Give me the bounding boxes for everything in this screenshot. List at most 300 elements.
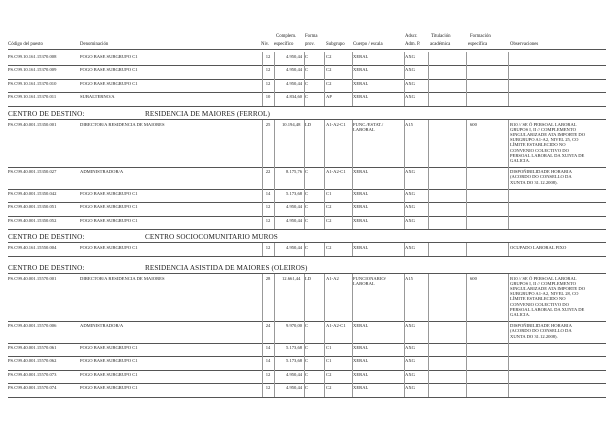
column-divider [324, 120, 325, 168]
post-observation-line: OCUPADO LABORAL FIXO [510, 244, 567, 250]
post-adscription: A15 [405, 121, 413, 127]
column-divider [508, 343, 509, 357]
post-code: PS.C99.10.161.15370.008 [8, 53, 57, 59]
post-complement: 4.834,60 [286, 94, 303, 99]
column-divider [466, 216, 467, 230]
column-divider [304, 92, 305, 106]
post-level: 14 [265, 190, 271, 196]
post-forma: C [305, 344, 309, 350]
post-code: PS.C99.10.161.15370.010 [8, 80, 57, 86]
column-divider [324, 370, 325, 384]
column-divider [324, 274, 325, 322]
column-divider [324, 167, 325, 189]
post-forma: C [305, 323, 309, 329]
column-divider [262, 79, 263, 93]
post-code: PS.C99.10.161.15370.011 [8, 94, 57, 99]
post-observation-line: B10 // SE Ó PERSOAL LABORAL [510, 121, 577, 127]
column-divider [428, 202, 429, 216]
post-body-scale: XERAL [353, 67, 369, 72]
post-code: PS.C99.40.001.15350.027 [8, 169, 57, 175]
column-divider [428, 189, 429, 203]
column-divider [324, 321, 325, 343]
post-denomination: FOGO BASE SUBGRUPO C1 [80, 371, 138, 377]
post-adscription: AXG [405, 385, 415, 391]
column-divider [324, 202, 325, 216]
post-adscription: AXG [405, 204, 415, 210]
header-denomination: Denominación [80, 42, 109, 47]
post-adscription: AXG [405, 323, 415, 329]
column-divider [262, 356, 263, 370]
post-level: 25 [265, 121, 271, 127]
row-rule [8, 167, 606, 168]
post-complement: 5.173,68 [286, 344, 303, 350]
column-divider [274, 92, 275, 106]
row-rule [8, 92, 606, 93]
post-forma: C [305, 67, 309, 72]
column-divider [508, 370, 509, 384]
post-formacion: 600 [470, 121, 477, 127]
column-divider [274, 321, 275, 343]
column-divider [262, 370, 263, 384]
column-divider [352, 202, 353, 216]
post-observation-line: DISPOÑIBILIDADE HORARIA [510, 169, 572, 175]
post-body-scale: LABORAL [353, 280, 375, 286]
column-divider [274, 202, 275, 216]
post-observation-line: SINGULARIZADE ATA IMPORTE DO [510, 131, 586, 137]
post-denomination: FOGO BASE SUBGRUPO C1 [80, 244, 138, 250]
column-divider [466, 167, 467, 189]
column-divider [508, 79, 509, 93]
row-rule [8, 256, 606, 257]
column-divider [274, 370, 275, 384]
post-subgroup: A1-A2-C1 [326, 323, 346, 329]
column-divider [352, 274, 353, 322]
column-divider [428, 274, 429, 322]
post-level: 12 [265, 53, 271, 59]
post-complement: 4.950,44 [286, 244, 303, 250]
post-body-scale: XERAL [353, 358, 369, 364]
header-titulacion-bottom: académica [430, 42, 451, 47]
post-adscription: AXG [405, 344, 415, 350]
column-divider [274, 79, 275, 93]
center-rule [8, 119, 606, 120]
post-level: 14 [265, 344, 271, 350]
column-divider [428, 167, 429, 189]
header-forma-top: Forma [305, 34, 318, 39]
post-complement: 4.950,44 [286, 53, 303, 59]
post-body-scale: XERAL [353, 94, 369, 99]
post-complement: 8.175,76 [286, 169, 303, 175]
post-observation-line: PERSOAL LABORAL DA XUNTA DE [510, 306, 585, 312]
post-denomination: ADMINISTRADOR/A [80, 169, 124, 175]
column-divider [404, 79, 405, 93]
column-divider [428, 243, 429, 257]
post-denomination: FOGO BASE SUBGRUPO C1 [80, 80, 138, 86]
header-subgroup: Subgrupo [326, 42, 345, 47]
column-divider [274, 274, 275, 322]
post-adscription: AXG [405, 190, 415, 196]
post-complement: 12.661,44 [282, 275, 301, 281]
row-rule [8, 356, 606, 357]
post-observation-line: LÍMITE ESTABLECIDO NO [510, 142, 566, 148]
column-divider [304, 383, 305, 397]
post-code: PS.C99.40.001.15570.062 [8, 358, 57, 364]
row-rule [8, 321, 606, 322]
post-denomination: FOGO BASE SUBGRUPO C1 [80, 190, 138, 196]
column-divider [352, 52, 353, 66]
post-adscription: AXG [405, 94, 415, 99]
row-rule [8, 370, 606, 371]
column-divider [262, 52, 263, 66]
post-observation-line: SUBGRUPO A1-A2, NIVEL 28, CO [510, 291, 579, 297]
post-complement: 10.194,48 [282, 121, 301, 127]
post-denomination: FOGO BASE SUBGRUPO C1 [80, 53, 138, 59]
row-rule [8, 189, 606, 190]
column-divider [466, 79, 467, 93]
post-subgroup: C1 [326, 358, 332, 364]
post-denomination: FOGO BASE SUBGRUPO C1 [80, 344, 138, 350]
post-body-scale: LABORAL [353, 126, 375, 132]
column-divider [304, 216, 305, 230]
column-divider [262, 383, 263, 397]
column-divider [324, 79, 325, 93]
column-divider [352, 120, 353, 168]
post-level: 12 [265, 67, 271, 72]
column-divider [324, 383, 325, 397]
post-complement: 9.970,00 [286, 323, 303, 329]
post-observation-line: XUNTA DO 31.12.2008). [510, 179, 558, 185]
column-divider [274, 216, 275, 230]
column-divider [352, 79, 353, 93]
column-divider [404, 216, 405, 230]
header-formacion-top: Formación [470, 34, 491, 39]
column-divider [428, 65, 429, 79]
header-complement-bottom: específico [274, 42, 294, 47]
center-label: CENTRO DE DESTINO: [8, 233, 85, 241]
post-code: PS.C99.40.001.15570.073 [8, 371, 57, 377]
column-divider [262, 274, 263, 322]
post-observation-line: GALICIA. [510, 157, 531, 163]
post-forma: C [305, 217, 309, 223]
post-subgroup: C2 [326, 204, 332, 210]
column-divider [428, 79, 429, 93]
column-divider [274, 356, 275, 370]
post-forma: C [305, 169, 309, 175]
post-body-scale: XERAL [353, 371, 369, 377]
column-divider [324, 189, 325, 203]
post-body-scale: FUNCIONARIO/ [353, 275, 386, 281]
post-body-scale: XERAL [353, 80, 369, 86]
column-divider [466, 120, 467, 168]
post-adscription: AXG [405, 53, 415, 59]
column-divider [324, 343, 325, 357]
column-divider [404, 189, 405, 203]
post-forma: C [305, 190, 309, 196]
post-formacion: 600 [470, 275, 477, 281]
column-divider [352, 370, 353, 384]
column-divider [324, 92, 325, 106]
column-divider [274, 120, 275, 168]
column-divider [466, 189, 467, 203]
column-divider [304, 79, 305, 93]
column-divider [324, 216, 325, 230]
column-divider [404, 356, 405, 370]
column-divider [262, 65, 263, 79]
post-body-scale: FUNC./ESTAT./ [353, 121, 384, 127]
column-divider [508, 321, 509, 343]
column-divider [466, 370, 467, 384]
column-divider [262, 343, 263, 357]
post-subgroup: C1 [326, 344, 332, 350]
column-divider [508, 65, 509, 79]
post-adscription: AXG [405, 169, 415, 175]
post-subgroup: A1-A2 [326, 275, 339, 281]
post-observation-line: CONVENIO COLECTIVO DO [510, 147, 569, 153]
post-adscription: AXG [405, 80, 415, 86]
post-code: PS.C99.40.001.15350.042 [8, 190, 57, 196]
post-forma: C [305, 80, 309, 86]
column-divider [466, 52, 467, 66]
row-rule [8, 343, 606, 344]
post-observation-line: SINGULARIZADE ATA IMPORTE DO [510, 285, 586, 291]
post-forma: LD [305, 275, 312, 281]
row-rule [8, 229, 606, 230]
post-subgroup: A1-A2-C1 [326, 121, 346, 127]
post-observation-line: LÍMITE ESTABLECIDO NO [510, 296, 566, 302]
column-divider [428, 52, 429, 66]
column-divider [352, 216, 353, 230]
column-divider [262, 202, 263, 216]
column-divider [428, 383, 429, 397]
column-divider [466, 356, 467, 370]
post-complement: 4.950,44 [286, 204, 303, 210]
post-complement: 4.950,44 [286, 80, 303, 86]
column-divider [352, 189, 353, 203]
center-name: RESIDENCIA ASISTIDA DE MAIORES (OLEIROS) [145, 264, 308, 272]
post-observation-line: SUBGRUPO A1-A2, NIVEL 25, CO [510, 137, 579, 143]
column-divider [324, 356, 325, 370]
column-divider [304, 52, 305, 66]
post-body-scale: XERAL [353, 53, 369, 59]
column-divider [262, 216, 263, 230]
header-level: Niv. [261, 42, 270, 47]
column-divider [508, 189, 509, 203]
column-divider [404, 243, 405, 257]
post-body-scale: XERAL [353, 190, 369, 196]
post-code: PS.C99.40.161.15550.004 [8, 244, 57, 250]
post-body-scale: XERAL [353, 169, 369, 175]
post-forma: C [305, 94, 309, 99]
column-divider [304, 243, 305, 257]
column-divider [324, 65, 325, 79]
post-denomination: FOGO BASE SUBGRUPO C1 [80, 67, 138, 72]
center-label: CENTRO DE DESTINO: [8, 110, 85, 118]
header-formacion-bottom: específica [468, 42, 488, 47]
post-observation-line: GALICIA. [510, 311, 531, 317]
column-divider [428, 356, 429, 370]
column-divider [304, 343, 305, 357]
header-complement-top: Complem. [276, 34, 297, 39]
column-divider [428, 120, 429, 168]
post-level: 14 [265, 358, 271, 364]
post-denomination: SUBALTERNO/A [80, 94, 115, 99]
column-divider [304, 120, 305, 168]
column-divider [508, 120, 509, 168]
post-body-scale: XERAL [353, 217, 369, 223]
column-divider [508, 92, 509, 106]
column-divider [304, 356, 305, 370]
post-complement: 5.173,68 [286, 190, 303, 196]
post-body-scale: XERAL [353, 344, 369, 350]
column-divider [466, 92, 467, 106]
post-subgroup: A1-A2-C1 [326, 169, 346, 175]
post-code: PS.C99.40.001.15350.052 [8, 217, 57, 223]
post-complement: 5.173,68 [286, 358, 303, 364]
column-divider [466, 202, 467, 216]
post-code: PS.C99.40.001.15570.074 [8, 385, 57, 391]
column-divider [352, 383, 353, 397]
post-level: 22 [265, 169, 271, 175]
column-divider [508, 202, 509, 216]
center-label: CENTRO DE DESTINO: [8, 264, 85, 272]
column-divider [404, 120, 405, 168]
column-divider [428, 216, 429, 230]
column-divider [274, 243, 275, 257]
post-observation-line: GRUPOS I, II // COMPLEMENTO [510, 126, 576, 132]
post-complement: 4.950,44 [286, 217, 303, 223]
center-name: RESIDENCIA DE MAIORES (FERROL) [145, 110, 270, 118]
post-adscription: A15 [405, 275, 413, 281]
column-divider [262, 167, 263, 189]
post-subgroup: C2 [326, 371, 332, 377]
column-divider [352, 243, 353, 257]
post-observation-line: XUNTA DO 31.12.2008). [510, 333, 558, 339]
column-divider [352, 167, 353, 189]
header-forma-bottom: prov. [305, 42, 315, 47]
post-forma: C [305, 385, 309, 391]
header-rule [8, 49, 606, 50]
post-forma: C [305, 53, 309, 59]
row-rule [8, 79, 606, 80]
post-observation-line: B10 // SE Ó PERSOAL LABORAL [510, 275, 577, 281]
column-divider [404, 370, 405, 384]
column-divider [466, 321, 467, 343]
column-divider [262, 189, 263, 203]
column-divider [274, 189, 275, 203]
column-divider [274, 65, 275, 79]
column-divider [466, 274, 467, 322]
column-divider [508, 243, 509, 257]
column-divider [508, 216, 509, 230]
column-divider [404, 321, 405, 343]
post-level: 24 [265, 323, 271, 329]
post-subgroup: AP [326, 94, 332, 99]
post-code: PS.C99.40.001.15350.051 [8, 204, 57, 210]
post-level: 10 [265, 94, 271, 99]
post-adscription: AXG [405, 67, 415, 72]
column-divider [274, 343, 275, 357]
header-adscr-bottom: Adm. P. [405, 42, 421, 47]
post-subgroup: C2 [326, 53, 332, 59]
post-level: 12 [265, 244, 271, 250]
column-divider [304, 274, 305, 322]
post-code: PS.C99.10.161.15370.009 [8, 67, 57, 72]
post-complement: 4.950,44 [286, 67, 303, 72]
column-divider [352, 356, 353, 370]
row-rule [8, 397, 606, 398]
post-subgroup: C2 [326, 385, 332, 391]
column-divider [352, 92, 353, 106]
column-divider [324, 52, 325, 66]
post-level: 12 [265, 371, 271, 377]
column-divider [404, 383, 405, 397]
post-forma: C [305, 244, 309, 250]
post-adscription: AXG [405, 244, 415, 250]
post-forma: C [305, 371, 309, 377]
post-level: 12 [265, 217, 271, 223]
header-adscr-top: Adscr. [405, 34, 418, 39]
post-observation-line: (ACORDO DO CONSELLO DA [510, 174, 572, 180]
column-divider [508, 274, 509, 322]
post-forma: C [305, 358, 309, 364]
post-subgroup: C1 [326, 190, 332, 196]
post-code: PS.C99.40.001.15570.061 [8, 344, 57, 350]
post-adscription: AXG [405, 371, 415, 377]
post-subgroup: C2 [326, 67, 332, 72]
column-divider [274, 167, 275, 189]
header-observations: Observaciones [510, 42, 539, 47]
header-body-scale: Cuerpo / escala [353, 42, 383, 47]
post-level: 12 [265, 80, 271, 86]
column-divider [304, 189, 305, 203]
column-divider [508, 167, 509, 189]
column-divider [404, 274, 405, 322]
post-denomination: FOGO BASE SUBGRUPO C1 [80, 358, 138, 364]
column-divider [352, 65, 353, 79]
post-subgroup: C2 [326, 217, 332, 223]
row-rule [8, 383, 606, 384]
column-divider [466, 383, 467, 397]
post-level: 28 [265, 275, 271, 281]
center-rule [8, 273, 606, 274]
column-divider [352, 321, 353, 343]
post-denomination: FOGO BASE SUBGRUPO C1 [80, 385, 138, 391]
column-divider [274, 383, 275, 397]
column-divider [404, 202, 405, 216]
post-level: 12 [265, 385, 271, 391]
post-denomination: FOGO BASE SUBGRUPO C1 [80, 204, 138, 210]
column-divider [304, 65, 305, 79]
column-divider [404, 92, 405, 106]
post-forma: LD [305, 121, 312, 127]
column-divider [508, 383, 509, 397]
column-divider [428, 370, 429, 384]
post-observation-line: (ACORDO DO CONSELLO DA [510, 328, 572, 334]
row-rule [8, 106, 606, 107]
post-body-scale: XERAL [353, 244, 369, 250]
column-divider [404, 52, 405, 66]
column-divider [304, 167, 305, 189]
post-complement: 4.950,44 [286, 371, 303, 377]
post-code: PS.C99.40.001.15350.001 [8, 121, 57, 127]
column-divider [508, 52, 509, 66]
row-rule [8, 202, 606, 203]
post-body-scale: XERAL [353, 323, 369, 329]
column-divider [466, 243, 467, 257]
column-divider [262, 120, 263, 168]
post-observation-line: PERSOAL LABORAL DA XUNTA DE [510, 152, 585, 158]
header-code: Código del puesto [8, 42, 43, 47]
